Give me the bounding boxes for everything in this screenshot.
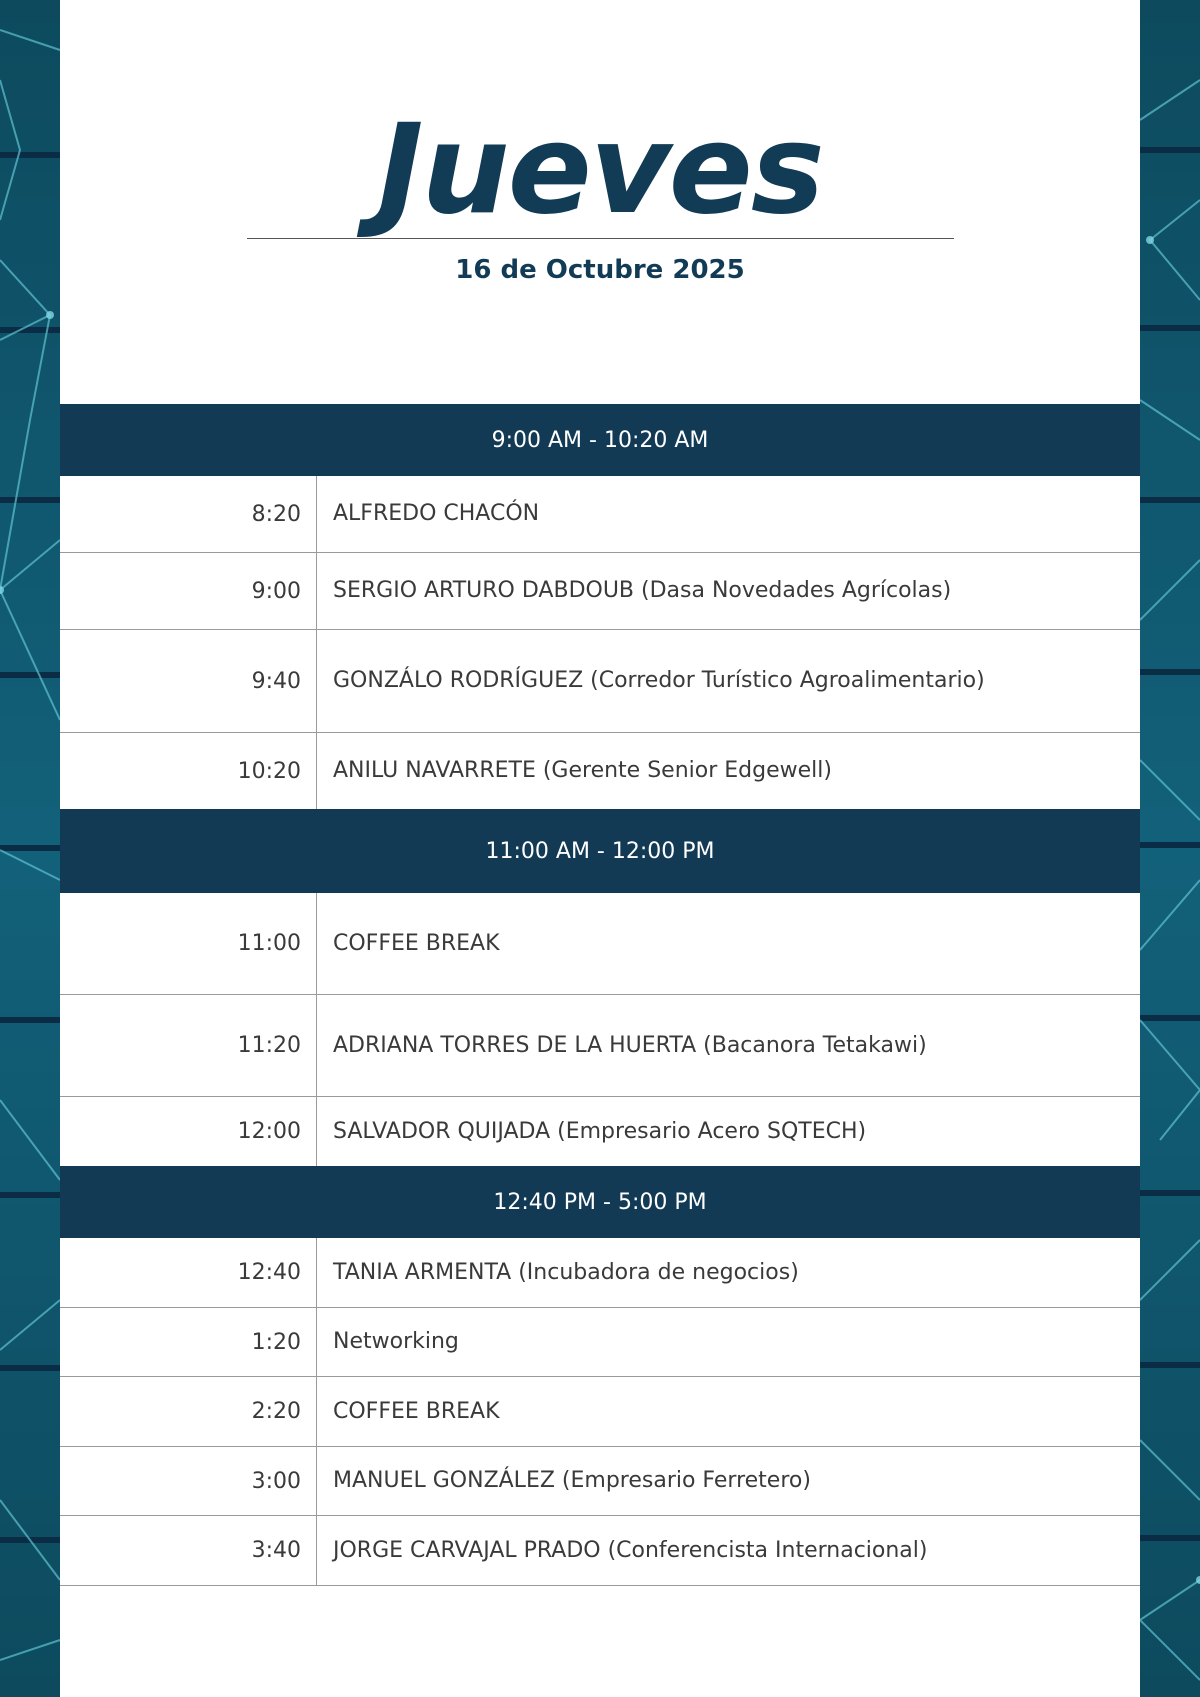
row-time: 11:00 <box>60 893 317 994</box>
schedule-table <box>60 404 1140 1586</box>
row-time: 11:20 <box>60 995 317 1096</box>
table-row <box>60 630 1140 733</box>
table-row <box>60 1097 1140 1166</box>
row-time: 1:20 <box>60 1308 317 1376</box>
table-row <box>60 476 1140 553</box>
event-date: 16 de Octubre 2025 <box>455 255 745 285</box>
page-title: Jueves <box>377 98 823 242</box>
row-time: 2:20 <box>60 1377 317 1446</box>
row-speaker: SALVADOR QUIJADA (Empresario Acero SQTECH) <box>333 1118 867 1144</box>
row-time: 3:40 <box>60 1516 317 1585</box>
section-header: 9:00 AM - 10:20 AM <box>60 404 1140 476</box>
title-divider <box>247 238 954 239</box>
row-speaker: COFFEE BREAK <box>333 930 500 956</box>
section-header: 12:40 PM - 5:00 PM <box>60 1166 1140 1238</box>
table-row <box>60 733 1140 809</box>
table-row <box>60 893 1140 995</box>
table-row <box>60 1238 1140 1308</box>
row-speaker: ADRIANA TORRES DE LA HUERTA (Bacanora Tetakawi) <box>333 1032 927 1058</box>
row-time: 12:40 <box>60 1238 317 1307</box>
row-speaker: ANILU NAVARRETE (Gerente Senior Edgewell) <box>333 758 832 783</box>
row-speaker: Networking <box>333 1329 459 1354</box>
row-speaker: ALFREDO CHACÓN <box>333 501 540 526</box>
table-row <box>60 1516 1140 1586</box>
row-speaker: MANUEL GONZÁLEZ (Empresario Ferretero) <box>333 1468 811 1493</box>
agenda-page <box>60 0 1140 1697</box>
row-speaker: COFFEE BREAK <box>333 1398 500 1424</box>
row-time: 9:00 <box>60 553 317 629</box>
table-row <box>60 553 1140 630</box>
table-row <box>60 1447 1140 1516</box>
row-time: 10:20 <box>60 733 317 809</box>
section-header: 11:00 AM - 12:00 PM <box>60 809 1140 893</box>
row-time: 3:00 <box>60 1447 317 1515</box>
row-time: 12:00 <box>60 1097 317 1166</box>
row-speaker: SERGIO ARTURO DABDOUB (Dasa Novedades Agrícolas) <box>333 578 952 603</box>
table-row <box>60 995 1140 1097</box>
row-speaker: JORGE CARVAJAL PRADO (Conferencista Internacional) <box>333 1537 928 1563</box>
row-time: 9:40 <box>60 630 317 732</box>
row-speaker: GONZÁLO RODRÍGUEZ (Corredor Turístico Agroalimentario) <box>333 668 985 693</box>
table-row <box>60 1308 1140 1377</box>
row-time: 8:20 <box>60 476 317 552</box>
row-speaker: TANIA ARMENTA (Incubadora de negocios) <box>333 1259 799 1285</box>
table-row <box>60 1377 1140 1447</box>
